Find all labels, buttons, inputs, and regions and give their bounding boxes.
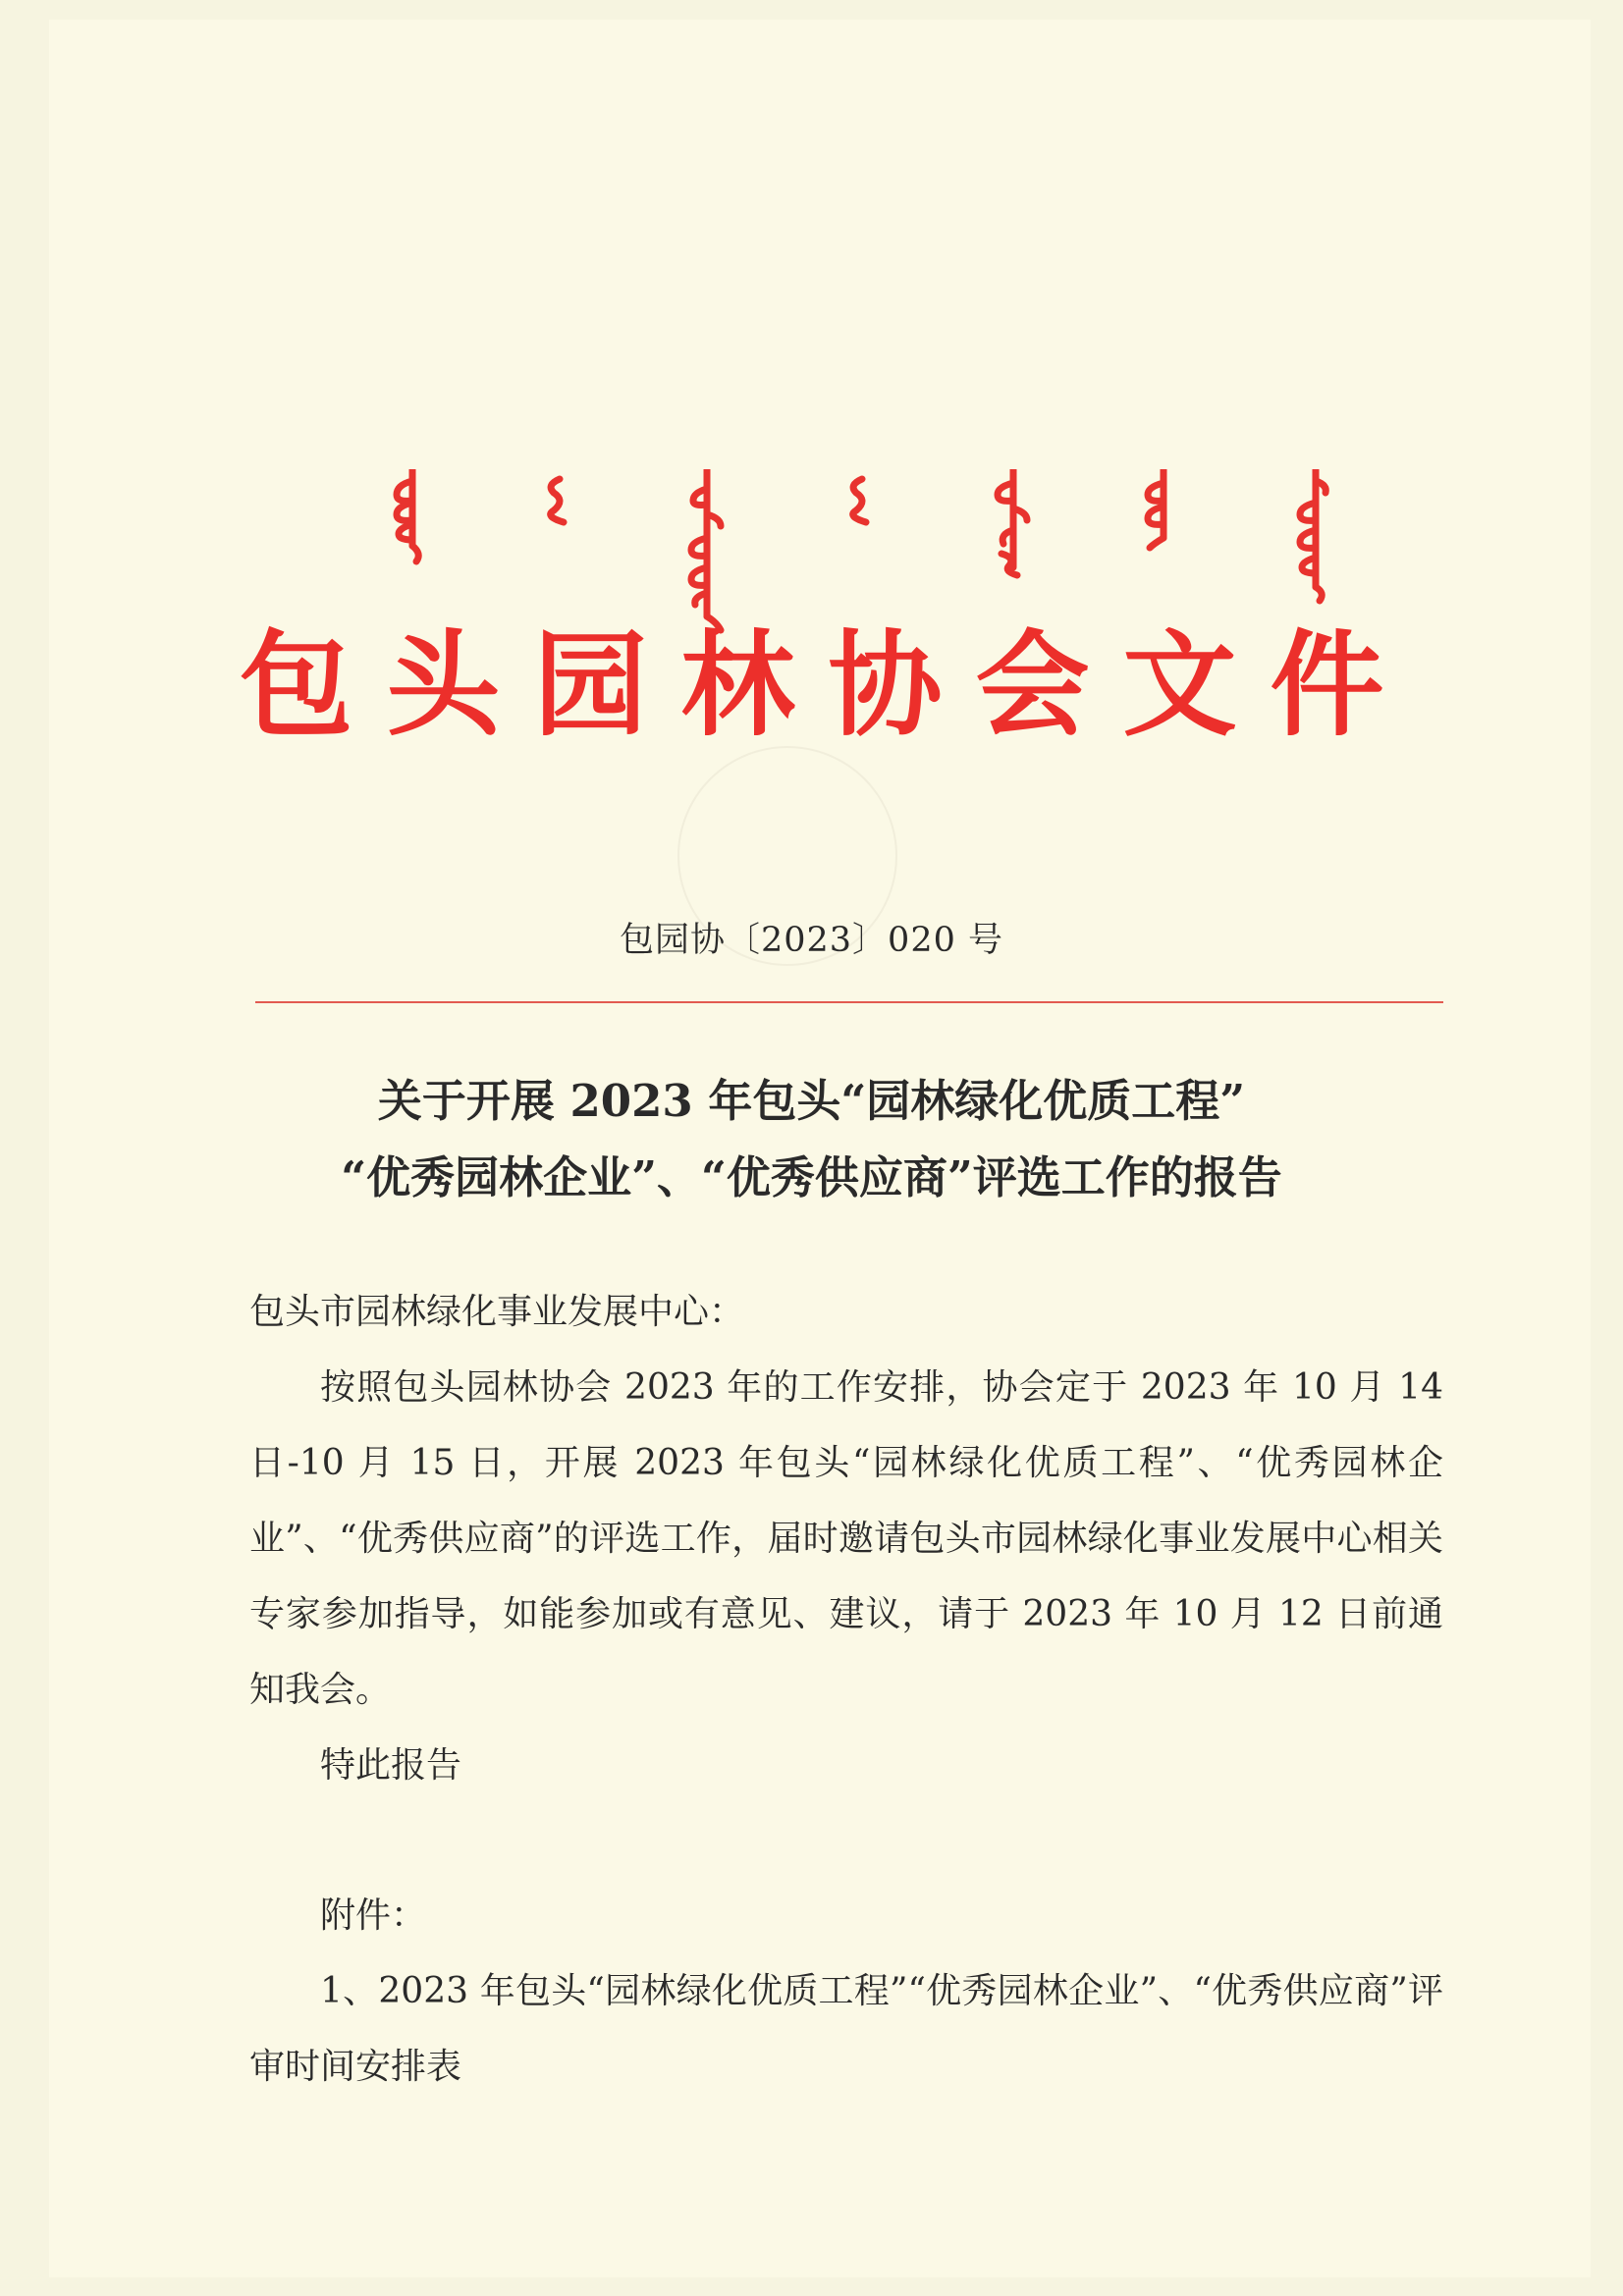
document-header-title: 包头园林协会文件 xyxy=(239,618,1418,752)
attachment-item: 1、2023 年包头“园林绿化优质工程”“优秀园林企业”、“优秀供应商”评审时间安排表 xyxy=(249,1971,1443,2087)
closing-line: 特此报告 xyxy=(320,1745,462,1786)
mongol-word-5 xyxy=(998,469,1027,575)
mongolian-script-header xyxy=(383,469,1345,636)
addressee: 包头市园林绿化事业发展中心： xyxy=(249,1292,745,1332)
report-title-line-1: 关于开展 2023 年包头“园林绿化优质工程” xyxy=(377,1075,1246,1127)
mongol-word-2 xyxy=(551,479,564,522)
mongol-word-7 xyxy=(1300,469,1325,601)
mongol-word-6 xyxy=(1148,469,1163,548)
mongol-word-1 xyxy=(397,469,418,561)
attachments-label: 附件： xyxy=(320,1896,427,1936)
report-title xyxy=(0,1063,1623,1216)
mongol-word-4 xyxy=(853,479,866,522)
document-number: 包园协〔2023〕020 号 xyxy=(619,921,1003,960)
body-paragraph: 按照包头园林协会 2023 年的工作安排，协会定于 2023 年 10 月 14 日-10 月 15 日，开展 2023 年包头“园林绿化优质工程”、“优秀园林企业”、“优秀供应商”的评选工作，届时邀请包头市园林绿化事业发展中心相关专家参加指导，如能参加或有意见、建议，请于 2023 年 10 月 12 日前通知我会。 xyxy=(249,1367,1443,1710)
mongol-word-3 xyxy=(691,469,721,630)
report-title-line-2: “优秀园林企业”、“优秀供应商”评选工作的报告 xyxy=(341,1151,1282,1203)
red-divider xyxy=(255,1001,1443,1003)
